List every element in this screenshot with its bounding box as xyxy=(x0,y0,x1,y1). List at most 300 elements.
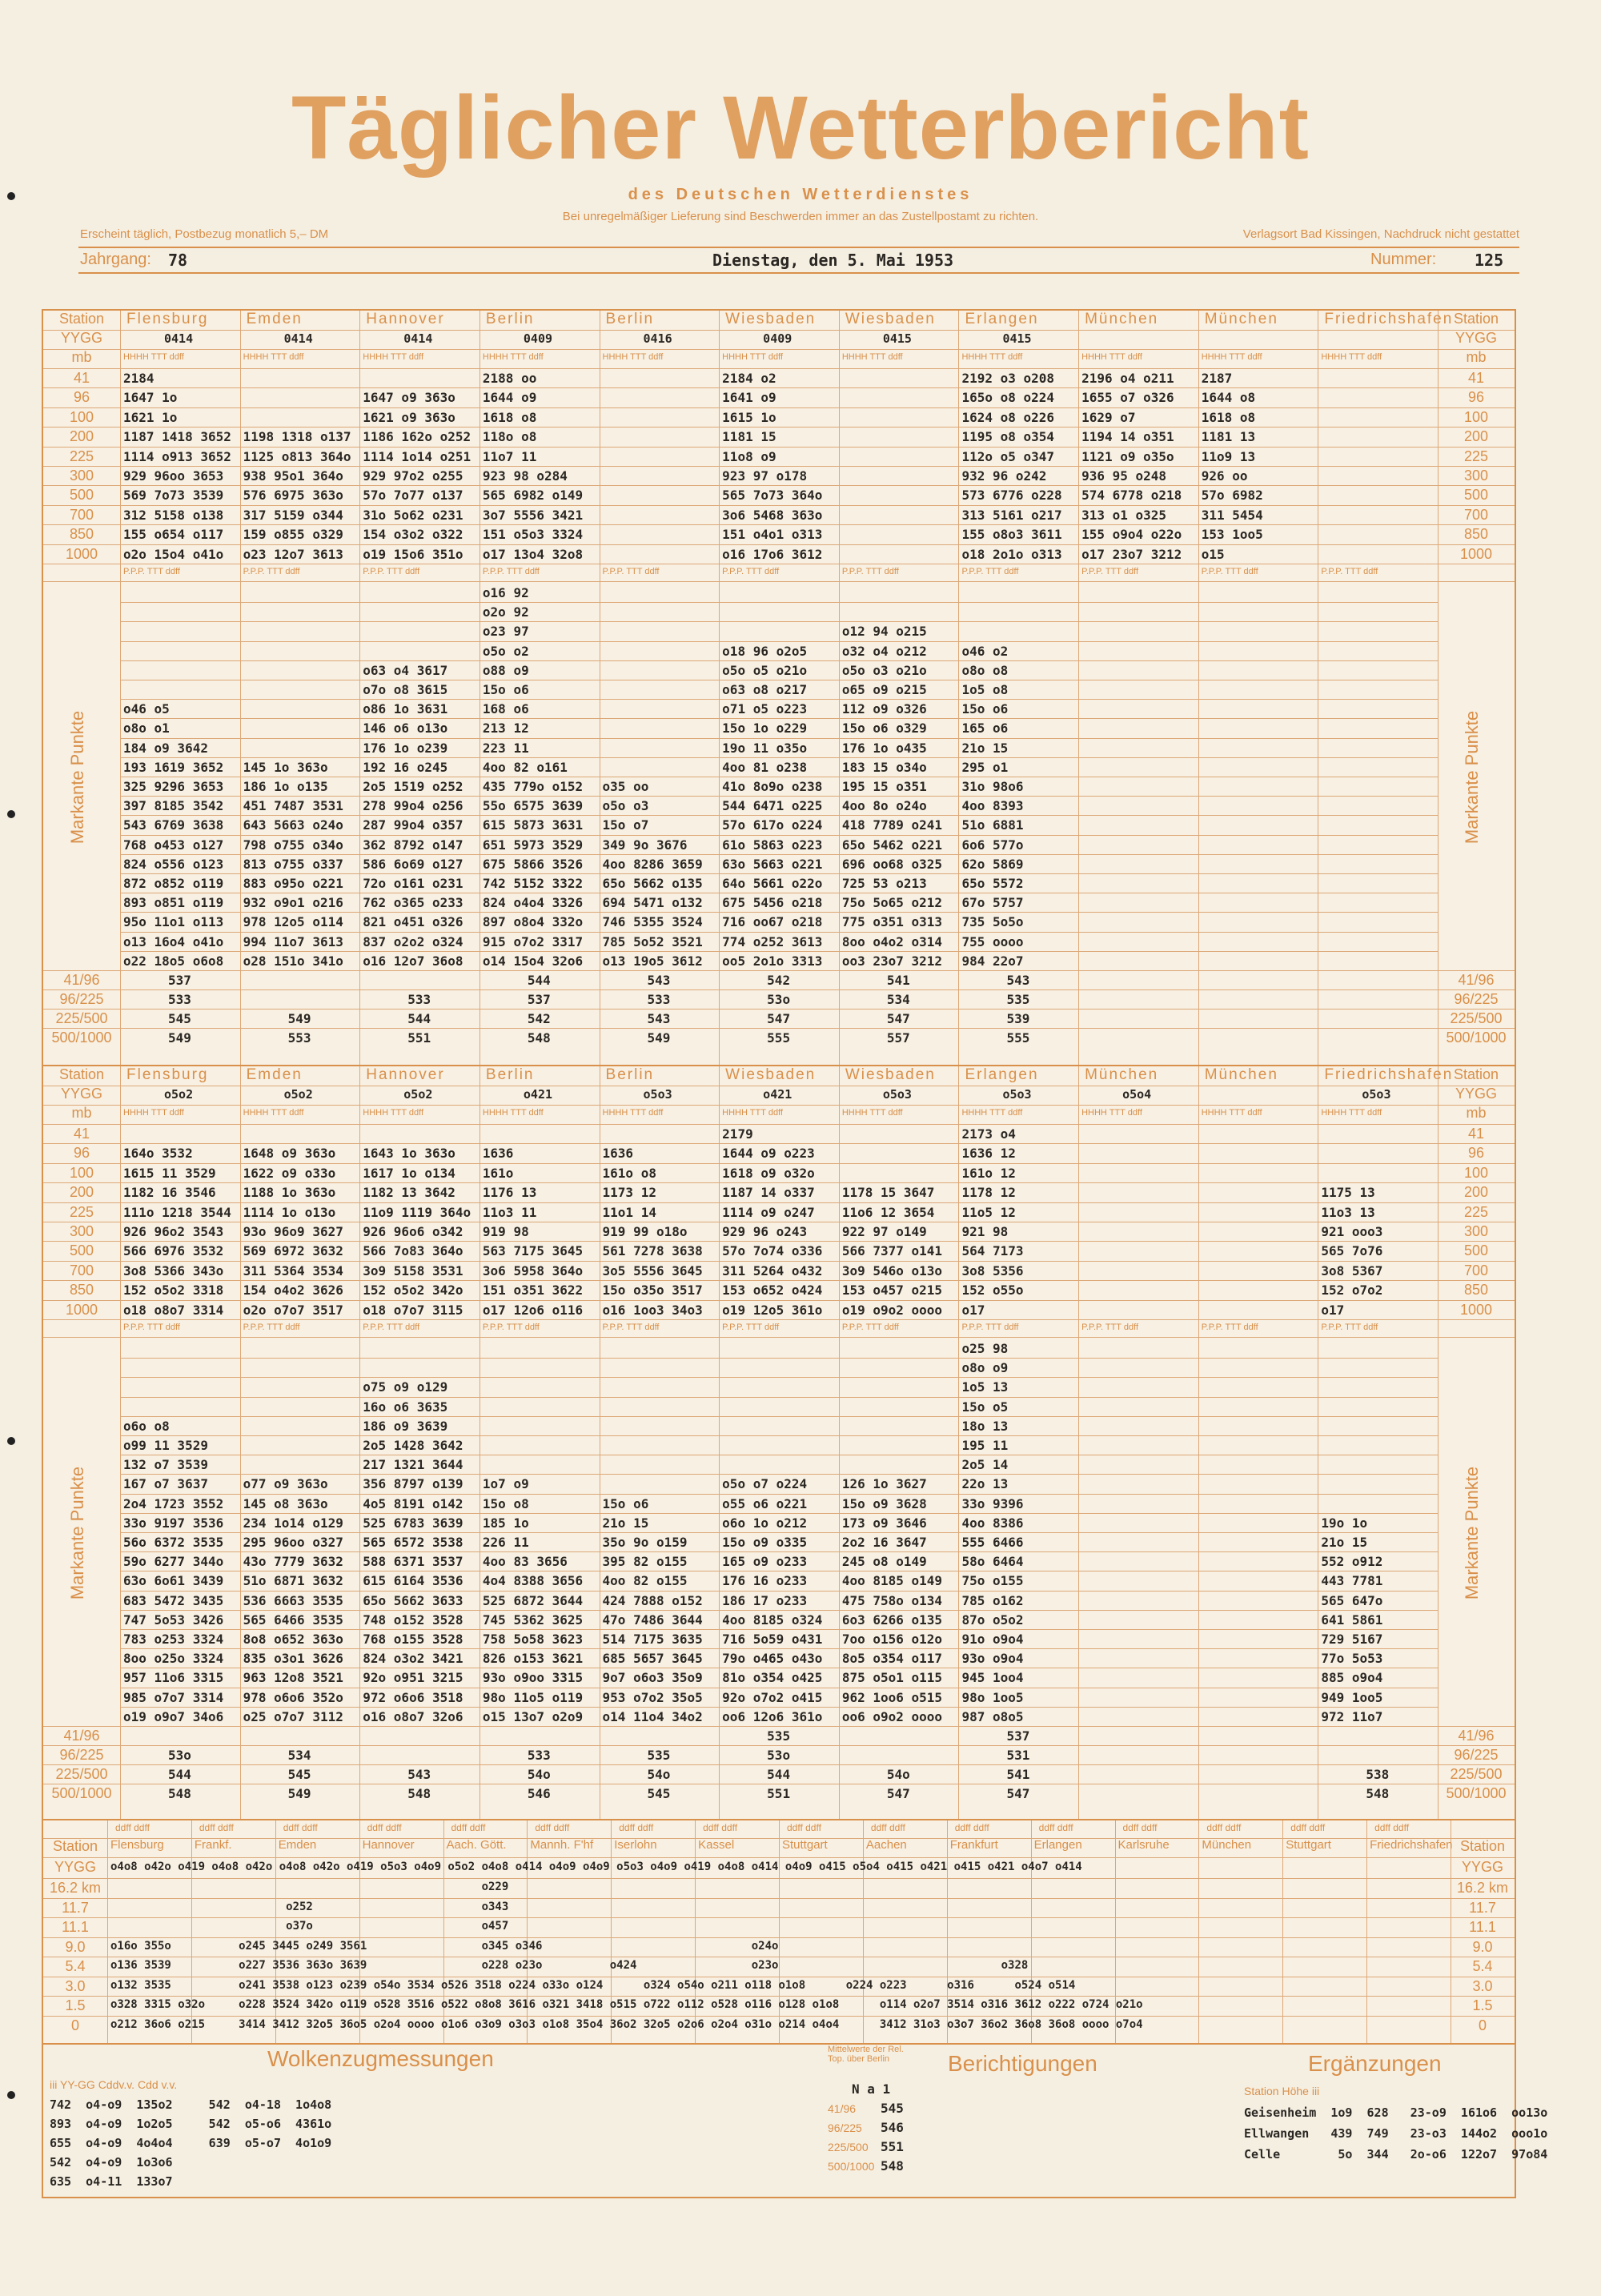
level-label: 850 xyxy=(69,1282,94,1299)
level-cell: 1617 1o o134 xyxy=(363,1165,455,1181)
level-cell: 938 95o1 364o xyxy=(243,468,343,484)
summary-cell: 53o xyxy=(767,1748,791,1763)
height-label: 1.5 xyxy=(65,1997,86,2013)
markante-cell: 51o 6871 3632 xyxy=(243,1573,343,1589)
markante-cell: 451 7487 3531 xyxy=(243,798,343,814)
markante-cell: o99 11 3529 xyxy=(123,1438,208,1453)
summary-label: 96/225 xyxy=(1454,1747,1499,1763)
level-cell: 936 95 o248 xyxy=(1081,468,1167,484)
markante-cell: 213 12 xyxy=(482,721,529,737)
station-name: Emden xyxy=(278,1838,317,1852)
row-divider-light xyxy=(120,738,1438,739)
level-cell: 152 o5o2 3318 xyxy=(123,1282,224,1299)
column-subheader: HHHH TTT ddff xyxy=(602,1108,664,1118)
station-name: Emden xyxy=(246,311,303,327)
markante-cell: 747 5o53 3426 xyxy=(123,1612,224,1628)
markante-cell: o14 11o4 34o2 xyxy=(602,1708,703,1724)
markante-cell: 112 o9 o326 xyxy=(841,701,927,717)
row-divider xyxy=(43,1745,1515,1746)
level-cell: 153 1oo5 xyxy=(1201,527,1263,543)
markante-cell: 758 5o58 3623 xyxy=(482,1632,584,1647)
level-cell: 165o o8 o224 xyxy=(961,390,1055,406)
level-cell: 57o 6982 xyxy=(1201,488,1263,504)
yygg-label: YYGG xyxy=(1461,1859,1503,1875)
level-cell: 2179 xyxy=(722,1126,753,1142)
level-cell: 1176 13 xyxy=(482,1185,537,1201)
level-label: 96 xyxy=(1467,1145,1485,1162)
column-subheader: ddff ddff xyxy=(1038,1822,1073,1833)
height-label: 3.0 xyxy=(65,1977,86,1994)
markante-cell: 173 o9 3646 xyxy=(841,1515,927,1531)
level-cell: 1621 1o xyxy=(123,409,178,425)
column-subheader: HHHH TTT ddff xyxy=(243,1108,304,1118)
height-label: 9.0 xyxy=(65,1938,86,1955)
jahrgang-label: Jahrgang: xyxy=(80,251,151,268)
row-divider xyxy=(43,1143,1515,1144)
level-label: 700 xyxy=(1463,506,1489,523)
summary-cell: 547 xyxy=(886,1786,910,1801)
level-cell: 154 o3o2 o322 xyxy=(363,527,463,543)
markante-cell: o6o 1o o212 xyxy=(722,1515,808,1531)
markante-cell: 696 oo68 o325 xyxy=(841,856,943,872)
markante-cell: 962 1oo6 o515 xyxy=(841,1689,943,1705)
summary-cell: 542 xyxy=(527,1011,551,1026)
station-label: Station xyxy=(58,311,105,327)
mb-label: mb xyxy=(1466,349,1487,365)
level-label: 225 xyxy=(69,448,94,464)
row-divider xyxy=(43,1202,1515,1203)
markante-cell: 957 11o6 3315 xyxy=(123,1670,224,1686)
markante-cell: 4o5 8191 o142 xyxy=(363,1495,463,1511)
yygg-value: o5o2 xyxy=(403,1087,433,1102)
level-cell: o15 xyxy=(1201,546,1225,562)
summary-cell: 54o xyxy=(647,1767,671,1782)
markante-cell: 87o o5o2 xyxy=(961,1612,1024,1628)
level-cell: 3o9 5158 3531 xyxy=(363,1262,463,1278)
row-divider xyxy=(43,330,1515,331)
markante-cell: 33o 9396 xyxy=(961,1495,1024,1511)
markante-cell: 63o 5663 o221 xyxy=(722,856,823,872)
markante-cell: o65 o9 o215 xyxy=(841,682,927,697)
col-divider xyxy=(479,311,480,1068)
col-divider xyxy=(107,1820,108,2043)
mittel-value: 546 xyxy=(881,2120,904,2135)
markante-cell: 826 o153 3621 xyxy=(482,1651,584,1667)
markante-cell: 775 o351 o313 xyxy=(841,914,943,930)
level-cell: 1643 1o 363o xyxy=(363,1146,455,1162)
row-divider xyxy=(43,1319,1515,1320)
markante-cell: 985 o7o7 3314 xyxy=(123,1689,224,1705)
level-cell: 1121 o9 o35o xyxy=(1081,448,1174,464)
markante-cell: o5o o7 o224 xyxy=(722,1476,808,1492)
station-name: Kassel xyxy=(698,1838,735,1852)
level-cell: 1187 14 o337 xyxy=(722,1185,815,1201)
markante-cell: 278 99o4 o256 xyxy=(363,798,463,814)
ergaenzungen-row: Ellwangen 439 749 23-o3 144o2 ooo1o xyxy=(1244,2126,1548,2141)
station-name: München xyxy=(1204,311,1278,327)
yygg-value: o5o3 xyxy=(643,1087,672,1102)
markante-cell: 798 o755 o34o xyxy=(243,837,343,853)
col-divider xyxy=(1198,1820,1199,2043)
markante-cell: 8oo o4o2 o314 xyxy=(841,933,943,949)
station-name: Erlangen xyxy=(965,311,1039,327)
markante-cell: o13 19o5 3612 xyxy=(602,953,703,969)
markante-cell: 15o o8 xyxy=(482,1495,529,1511)
yygg-label: YYGG xyxy=(60,1086,102,1102)
column-subheader: P.P.P. TTT ddff xyxy=(482,567,540,576)
level-cell: 317 5159 o344 xyxy=(243,507,343,523)
row-divider-light xyxy=(120,854,1438,855)
summary-label: 96/225 xyxy=(59,1747,104,1763)
markante-cell: 62o 5869 xyxy=(961,856,1024,872)
column-subheader: HHHH TTT ddff xyxy=(1321,352,1382,362)
punch-hole xyxy=(7,810,15,818)
wolken-columns: iii YY-GG Cddv.v. Cdd v.v. xyxy=(50,2078,178,2091)
level-cell: 1182 13 3642 xyxy=(363,1185,455,1201)
summary-cell: 53o xyxy=(168,1748,191,1763)
level-cell: 3o8 5356 xyxy=(961,1262,1024,1278)
level-cell: 926 96o6 o342 xyxy=(363,1224,463,1239)
level-cell: 2196 o4 o211 xyxy=(1081,371,1174,386)
yygg-value: o5o3 xyxy=(1002,1087,1032,1102)
level-label: 41 xyxy=(73,1126,90,1142)
markante-cell: o88 o9 xyxy=(482,662,529,678)
level-cell: 1173 12 xyxy=(602,1185,656,1201)
level-cell: 3o6 5468 363o xyxy=(722,507,823,523)
markante-cell: 893 o851 o119 xyxy=(123,895,224,911)
row-divider xyxy=(43,505,1515,506)
level-cell: 1615 11 3529 xyxy=(123,1165,216,1181)
yygg-value: 0415 xyxy=(882,331,912,346)
column-subheader: P.P.P. TTT ddff xyxy=(1081,1323,1139,1332)
column-subheader: P.P.P. TTT ddff xyxy=(363,567,420,576)
level-cell: 152 o5o2 342o xyxy=(363,1282,463,1299)
markante-cell: 61o 5863 o223 xyxy=(722,837,823,853)
height-label: 11.1 xyxy=(1469,1919,1496,1935)
row-divider xyxy=(43,1009,1515,1010)
station-name: Berlin xyxy=(485,311,535,327)
markante-cell: 2o5 1428 3642 xyxy=(363,1438,463,1453)
row-divider xyxy=(43,1124,1515,1125)
level-cell: 1114 o913 3652 xyxy=(123,448,231,464)
subtitle: des Deutschen Wetterdienstes xyxy=(628,186,973,203)
level-cell: 923 97 o178 xyxy=(722,468,808,484)
height-label: 0 xyxy=(1478,2017,1487,2033)
row-divider-light xyxy=(120,912,1438,913)
row-divider xyxy=(43,1996,1515,1997)
level-cell: 1198 1318 o137 xyxy=(243,429,351,445)
markante-cell: 176 16 o233 xyxy=(722,1573,808,1589)
summary-cell: 53o xyxy=(767,992,791,1007)
level-cell: 569 7o73 3539 xyxy=(123,488,224,504)
markante-cell: 762 o365 o233 xyxy=(363,895,463,911)
level-cell: 11o5 12 xyxy=(961,1204,1016,1220)
station-name: Flensburg xyxy=(126,311,209,327)
markante-cell: 33o 9197 3536 xyxy=(123,1515,224,1531)
level-cell: 565 6982 o149 xyxy=(482,488,584,504)
level-cell: 569 6972 3632 xyxy=(243,1243,343,1259)
level-cell: 152 o55o xyxy=(961,1282,1024,1299)
markante-cell: 651 5973 3529 xyxy=(482,837,584,853)
column-subheader: HHHH TTT ddff xyxy=(363,1108,424,1118)
markante-cell: 15o o6 o329 xyxy=(841,721,927,737)
markante-cell: 785 o162 xyxy=(961,1592,1024,1608)
markante-cell: 768 o453 o127 xyxy=(123,837,224,853)
height-label: 0 xyxy=(70,2017,79,2033)
markante-cell: o7o o8 3615 xyxy=(363,682,448,697)
level-cell: 2184 o2 xyxy=(722,371,776,386)
column-subheader: ddff ddff xyxy=(703,1822,738,1833)
level-cell: 1194 14 o351 xyxy=(1081,429,1174,445)
summary-cell: 548 xyxy=(527,1030,551,1046)
markante-cell: 785 5o52 3521 xyxy=(602,933,703,949)
level-cell: o17 13o4 32o8 xyxy=(482,546,584,562)
markante-cell: 57o 617o o224 xyxy=(722,817,823,833)
markante-cell: 395 82 o155 xyxy=(602,1554,688,1570)
markante-cell: 945 1oo4 xyxy=(961,1670,1024,1686)
column-subheader: HHHH TTT ddff xyxy=(1201,352,1262,362)
markante-cell: o5o o5 o21o xyxy=(722,662,808,678)
level-cell: 1114 1o14 o251 xyxy=(363,448,471,464)
level-label: 100 xyxy=(1463,408,1489,425)
markante-cell: 6o6 577o xyxy=(961,837,1024,853)
markante-cell: o63 o8 o217 xyxy=(722,682,808,697)
row-divider xyxy=(43,1337,1515,1338)
row-divider xyxy=(43,581,1515,582)
markante-cell: 8oo o25o 3324 xyxy=(123,1651,224,1667)
row-divider xyxy=(43,1726,1515,1727)
column-subheader: HHHH TTT ddff xyxy=(841,1108,903,1118)
yygg-value: 0409 xyxy=(523,331,553,346)
markante-cell: 72o o161 o231 xyxy=(363,876,463,891)
wind-row: o212 36o6 o215 3414 3412 32o5 36o5 o2o4 oooo o1o6 o3o9 o3o3 o1o8 35o4 36o2 32o5 o2o6 o2o4 o31o o214 o4o4 3412 31o3 o3o7 36o2 36o8 36o8 oooo o7o4 xyxy=(110,2017,1143,2031)
markante-cell: 915 o7o2 3317 xyxy=(482,933,584,949)
markante-cell: 588 6371 3537 xyxy=(363,1554,463,1570)
summary-label: 500/1000 xyxy=(1446,1030,1507,1046)
column-subheader: ddff ddff xyxy=(1122,1822,1158,1833)
markante-cell: 15o 1o o229 xyxy=(722,721,808,737)
markante-cell: 641 5861 xyxy=(1321,1612,1383,1628)
markante-cell: 98o 11o5 o119 xyxy=(482,1689,584,1705)
height-label: 1.5 xyxy=(1472,1997,1493,2013)
station-label: Station xyxy=(58,1066,105,1082)
summary-label: 41/96 xyxy=(63,972,100,988)
wind-table xyxy=(42,1819,1516,2045)
summary-cell: 534 xyxy=(886,992,910,1007)
yygg-value: o421 xyxy=(763,1087,792,1102)
level-cell: 1644 o9 xyxy=(482,390,537,406)
bottom-section xyxy=(42,2043,1548,2198)
station-name: Stuttgart xyxy=(782,1838,828,1852)
summary-cell: 533 xyxy=(168,992,191,1007)
column-subheader: P.P.P. TTT ddff xyxy=(1321,567,1378,576)
markante-cell: 21o 15 xyxy=(1321,1535,1368,1550)
level-cell: 1114 1o o13o xyxy=(243,1204,336,1220)
row-divider-light xyxy=(120,1416,1438,1417)
summary-cell: 543 xyxy=(407,1767,431,1782)
summary-cell: 549 xyxy=(287,1011,311,1026)
level-cell: 565 7o73 364o xyxy=(722,488,823,504)
markante-cell: 586 6o69 o127 xyxy=(363,856,463,872)
summary-cell: 533 xyxy=(527,1748,551,1763)
station-name: München xyxy=(1202,1838,1252,1852)
markante-cell: 872 o852 o119 xyxy=(123,876,224,891)
markante-cell: 774 o252 3613 xyxy=(722,933,823,949)
row-divider-light xyxy=(120,1591,1438,1592)
row-divider-light xyxy=(120,873,1438,874)
markante-cell: 4oo 8185 o149 xyxy=(841,1573,943,1589)
markante-cell: o46 o5 xyxy=(123,701,170,717)
summary-label: 225/500 xyxy=(1450,1010,1503,1026)
markante-cell: 525 6783 3639 xyxy=(363,1515,463,1531)
markante-cell: 43o 7779 3632 xyxy=(243,1554,343,1570)
level-cell: o17 12o6 o116 xyxy=(482,1302,584,1318)
level-cell: 921 98 xyxy=(961,1224,1009,1239)
wind-row: o328 3315 o32o o228 3524 342o o119 o528 3516 o522 o8o8 3616 o321 3418 o515 o722 o112 o528 o116 o128 o1o8 o114 o2o7 3514 o316 3612 o222 o724 o21o xyxy=(110,1998,1143,2011)
level-cell: 1195 o8 o354 xyxy=(961,429,1055,445)
column-subheader: HHHH TTT ddff xyxy=(482,352,544,362)
level-cell: 11o1 14 xyxy=(602,1204,656,1220)
markante-cell: o25 o7o7 3112 xyxy=(243,1708,343,1724)
column-subheader: ddff ddff xyxy=(954,1822,989,1833)
markante-cell: oo6 o9o2 oooo xyxy=(841,1708,943,1724)
level-cell: 151 o351 3622 xyxy=(482,1282,584,1299)
level-cell: 159 o855 o329 xyxy=(243,527,343,543)
markante-cell: 51o 6881 xyxy=(961,817,1024,833)
row-divider-light xyxy=(120,796,1438,797)
markante-cell: 8o5 o354 o117 xyxy=(841,1651,943,1667)
punch-hole xyxy=(7,2091,15,2099)
station-name: Iserlohn xyxy=(614,1838,657,1852)
markante-cell: 81o o354 o425 xyxy=(722,1670,823,1686)
markante-cell: o71 o5 o223 xyxy=(722,701,808,717)
row-divider-light xyxy=(120,1532,1438,1533)
markante-cell: 746 5355 3524 xyxy=(602,914,703,930)
markante-cell: 4oo 8185 o324 xyxy=(722,1612,823,1628)
height-label: 11.7 xyxy=(62,1899,89,1916)
mittel-label: 225/500 xyxy=(828,2141,869,2154)
markante-cell: 963 12o8 3521 xyxy=(243,1670,343,1686)
mittel-label: 96/225 xyxy=(828,2121,862,2134)
level-cell: o23 12o7 3613 xyxy=(243,546,343,562)
summary-cell: 543 xyxy=(1006,973,1030,988)
summary-cell: 542 xyxy=(767,973,791,988)
summary-label: 500/1000 xyxy=(51,1785,112,1801)
column-subheader: ddff ddff xyxy=(1374,1822,1410,1833)
level-cell: 3o5 5556 3645 xyxy=(602,1262,703,1278)
markante-cell: 994 11o7 3613 xyxy=(243,933,343,949)
level-label: 96 xyxy=(73,389,90,406)
markante-cell: 2o5 14 xyxy=(961,1457,1009,1473)
row-divider xyxy=(43,2016,1515,2017)
row-divider-light xyxy=(120,932,1438,933)
row-divider xyxy=(43,1857,1515,1858)
markante-cell: o13 16o4 o41o xyxy=(123,933,224,949)
markante-cell: 885 o9o4 xyxy=(1321,1670,1383,1686)
station-name: München xyxy=(1085,311,1159,327)
level-cell: 929 96 o243 xyxy=(722,1224,808,1239)
wind-row: o37o o457 xyxy=(110,1920,509,1933)
markante-cell: 984 22o7 xyxy=(961,953,1024,969)
column-subheader: P.P.P. TTT ddff xyxy=(602,567,660,576)
level-label: 200 xyxy=(1463,1184,1489,1201)
markante-cell: 824 o556 o123 xyxy=(123,856,224,872)
station-name: Berlin xyxy=(605,311,655,327)
markante-cell: o5o o3 o21o xyxy=(841,662,927,678)
summary-cell: 549 xyxy=(647,1030,671,1046)
level-cell: o17 xyxy=(961,1302,985,1318)
level-cell: 1629 o7 xyxy=(1081,409,1136,425)
row-divider-light xyxy=(120,602,1438,603)
summary-cell: 551 xyxy=(407,1030,431,1046)
summary-cell: 539 xyxy=(1006,1011,1030,1026)
markante-cell: 185 1o xyxy=(482,1515,529,1531)
column-subheader: P.P.P. TTT ddff xyxy=(243,1323,300,1332)
markante-cell: o55 o6 o221 xyxy=(722,1495,808,1511)
nummer-value: 125 xyxy=(1475,251,1504,270)
level-cell: 155 o8o3 3611 xyxy=(961,527,1062,543)
row-divider xyxy=(43,1105,1515,1106)
height-label: 16.2 km xyxy=(49,1880,102,1896)
markante-cell: 15o o5 xyxy=(961,1399,1009,1415)
level-cell: 93o 96o9 3627 xyxy=(243,1224,343,1239)
markante-cell: 79o o465 o43o xyxy=(722,1651,823,1667)
summary-cell: 547 xyxy=(886,1011,910,1026)
row-divider xyxy=(43,1241,1515,1242)
mb-label: mb xyxy=(71,1105,92,1121)
col-divider xyxy=(839,311,840,1068)
col-divider xyxy=(958,311,959,1068)
level-cell: 15o o35o 3517 xyxy=(602,1282,703,1299)
summary-cell: 54o xyxy=(527,1767,551,1782)
level-cell: 1618 o8 xyxy=(482,409,537,425)
subscription-info: Erscheint täglich, Postbezug monatlich 5,– DM xyxy=(80,227,329,241)
level-cell: 1644 o9 o223 xyxy=(722,1146,815,1162)
column-subheader: ddff ddff xyxy=(870,1822,905,1833)
level-cell: 1636 xyxy=(482,1146,514,1162)
markante-cell: 813 o755 o337 xyxy=(243,856,343,872)
markante-cell: 821 o451 o326 xyxy=(363,914,463,930)
level-cell: 1618 o8 xyxy=(1201,409,1256,425)
page-title: Täglicher Wetterbericht xyxy=(291,78,1310,178)
row-divider-light xyxy=(120,1377,1438,1378)
summary-label: 225/500 xyxy=(1450,1766,1503,1782)
markante-cell: 972 11o7 xyxy=(1321,1708,1383,1724)
column-subheader: ddff ddff xyxy=(787,1822,821,1833)
yygg-value: o5o3 xyxy=(1362,1087,1391,1102)
level-cell: 155 o9o4 o22o xyxy=(1081,527,1182,543)
level-cell: 2184 xyxy=(123,371,154,386)
upper-air-table-2 xyxy=(42,1065,1516,1822)
summary-cell: 548 xyxy=(168,1786,191,1801)
markante-cell: 184 o9 3642 xyxy=(123,740,208,756)
station-name: Friedrichshafen xyxy=(1370,1838,1453,1852)
level-cell: 1175 13 xyxy=(1321,1185,1375,1201)
markante-cell: 555 6466 xyxy=(961,1535,1024,1550)
level-cell: 1622 o9 o33o xyxy=(243,1165,336,1181)
wolken-row: 893 o4-o9 1o2o5 542 o5-o6 4361o xyxy=(50,2117,332,2131)
level-cell: 161o o8 xyxy=(602,1165,656,1181)
station-name: Erlangen xyxy=(1033,1838,1082,1852)
station-name: München xyxy=(1204,1066,1278,1083)
level-cell: 155 o654 o117 xyxy=(123,527,224,543)
markante-cell: 22o 13 xyxy=(961,1476,1009,1492)
yygg-label: YYGG xyxy=(54,1859,96,1875)
mittel-sub: N a 1 xyxy=(852,2081,891,2097)
column-subheader: HHHH TTT ddff xyxy=(961,1108,1023,1118)
column-subheader: ddff ddff xyxy=(199,1822,234,1833)
summary-cell: 555 xyxy=(767,1030,791,1046)
